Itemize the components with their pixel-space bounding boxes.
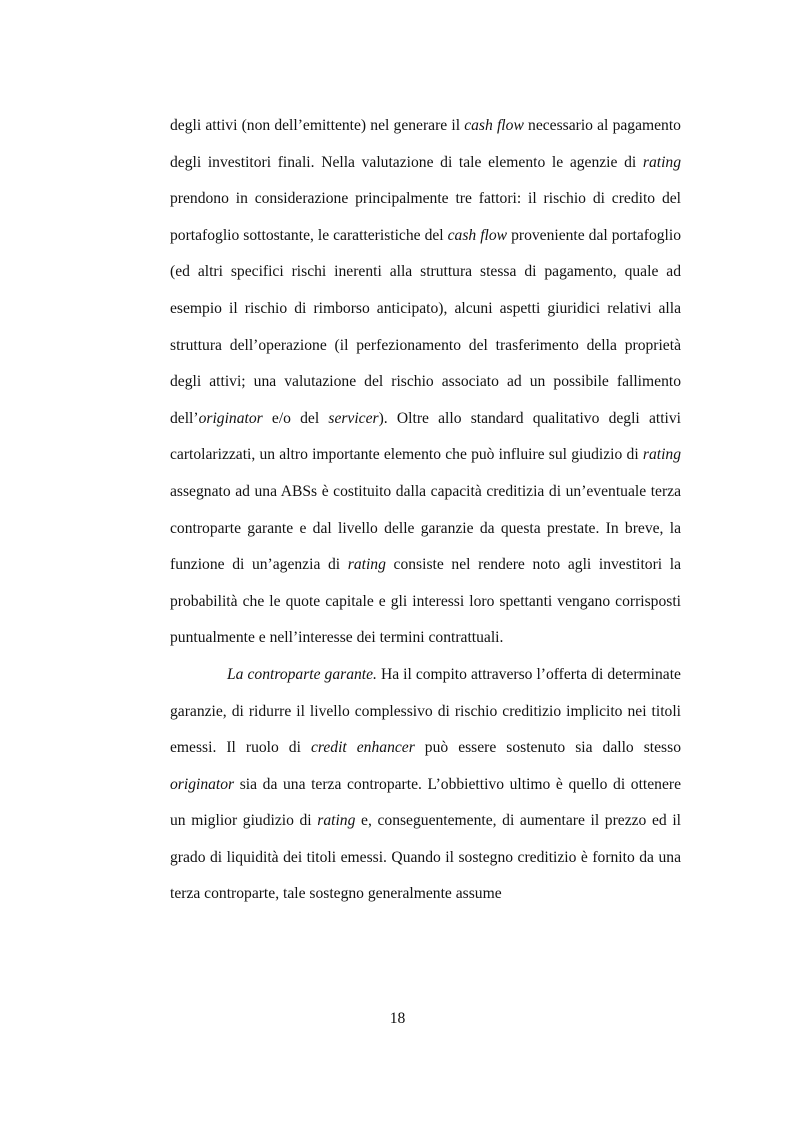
page-number: 18 (389, 1010, 406, 1027)
text-run: consiste nel rendere noto agli investitori la probabilità che le quote capitale e gli interessi loro spettanti vengano corrisposti puntualmente e nell’interesse dei termini contrattuali. (170, 556, 682, 647)
italic-term: rating (642, 446, 681, 464)
text-run: degli attivi (non dell’emittente) nel generare il (170, 117, 465, 134)
section-heading-italic: La controparte garante. (227, 665, 377, 683)
paragraph-rating-agencies (170, 108, 681, 657)
text-run: Ha il compito attraverso l’offerta di determinate garanzie, di ridurre il livello complessivo di rischio creditizio implicito nei titoli emessi. Il ruolo di (170, 665, 681, 757)
italic-term: credit enhancer (310, 739, 415, 757)
text-run: e, conseguentemente, di aumentare il prezzo ed il grado di liquidità dei titoli emessi. Quando il sostegno creditizio è fornito da una terza controparte, tale sostegno generalmente assume (170, 812, 681, 903)
paragraph-guarantor (170, 657, 681, 913)
text-run: prendono in considerazione principalmente tre fattori: il rischio di credito del portafoglio sottostante, le caratteristiche del (170, 190, 681, 244)
italic-term: cash flow (464, 117, 524, 134)
text-run: assegnato ad una ABSs è costituito dalla capacità creditizia di un’eventuale terza controparte garante e dal livello delle garanzie da questa prestate. In breve, la funzione di un’agenzia di (170, 482, 681, 574)
text-run: proveniente dal portafoglio (ed altri specifici rischi inerenti alla struttura stessa di pagamento, quale ad esempio il rischio di rimborso anticipato), alcuni aspetti giuridici relativi alla struttura dell’operazione (il perfezionamento del trasferimento della proprietà degli attivi; una valutazione del rischio associato ad un possibile fallimento dell’ (170, 226, 682, 427)
text-run: e/o del (262, 409, 329, 427)
text-run: sia da una terza controparte. L’obbiettivo ultimo è quello di ottenere un miglior giudizio di (170, 775, 681, 830)
italic-term: originator (198, 409, 263, 427)
italic-term: rating (347, 556, 386, 574)
italic-term: servicer (328, 409, 379, 427)
text-run: ). Oltre allo standard qualitativo degli attivi cartolarizzati, un altro importante elemento che può influire sul giudizio di (170, 409, 682, 464)
italic-term: cash flow (447, 226, 508, 244)
page-body (170, 108, 681, 913)
text-run: necessario al pagamento degli investitori finali. Nella valutazione di tale elemento le agenzie di (170, 117, 681, 171)
italic-term: originator (170, 775, 235, 793)
italic-term: rating (317, 812, 356, 830)
italic-term: rating (642, 153, 681, 171)
text-run: può essere sostenuto sia dallo stesso (414, 739, 681, 757)
